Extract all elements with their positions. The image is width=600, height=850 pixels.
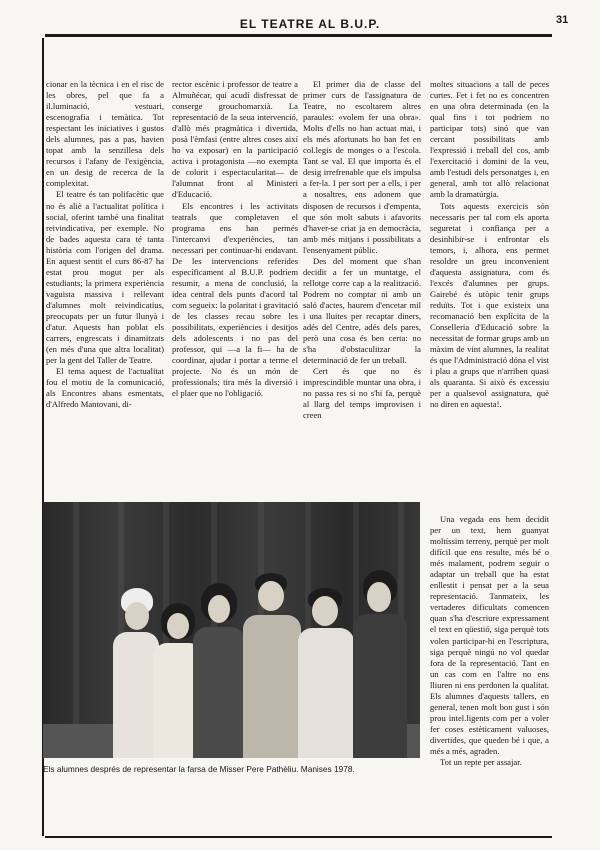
paragraph: Els encontres i les activitats teatrals que completaven el programa ens han permés l'intercanvi d'experiències, tan necessari per continuar-hi endavant. De les intervencions referides específicament al B.U.P. podríem resumir, a mena de conclusió, la idea central dels punts d'acord tal com segueix: la polaritat i gravitació de les classes recau sobre les possibilitats, experiències i desitjos dels adolescents i no pas del professor, qui —a la fi— ha de coordinar, ajudar i portar a terme el projecte. No és un món de professionals; tira més la diversió i el plaer que no l'obligació.	[172, 200, 298, 399]
photo-caption: Els alumnes després de representar la farsa de Misser Pere Pathèliu. Manises 1978.	[43, 764, 355, 774]
header-rule	[45, 34, 552, 37]
text-column-4	[430, 79, 549, 410]
footer-rule	[45, 836, 552, 838]
text-column-4-continued	[430, 514, 549, 768]
text-column-1	[46, 79, 164, 410]
paragraph: Una vegada ens hem decidit per un text, hem guanyat moltíssim terreny, perquè per molt difícil que ens resulte, més bé o més malament, podrem seguir o adaptar un treball que ha estat enllestit i pensat per a la seua representació. Tanmateix, les vertaderes dificultats comencen quan s'ha d'escriure expressament el text en qüestió, siga perquè tots volen participar-hi en l'escriptura, siga perquè ningú no vol quedar fora de la representació. Tant en un cas com en l'altre no ens lliuren ni ens perdonen la qualitat. Els alumnes d'aquests tallers, en general, tenen molt bon gust i són prou intel.ligents com per a voler fer coses estèticament valuoses, divertides, que queden bé i que, a més a més, agraden.	[430, 514, 549, 756]
paragraph: Des del moment que s'han decidit a fer un muntatge, el rellotge corre cap a la realització. Podrem no comptar ni amb un saló d'actes, haurem d'encetar mil i una lluites per recaptar diners, adés del Centre, adés dels pares, però una cosa és ben certa: no s'ha d'obstaculitzar la determinació de fer un treball.	[303, 255, 421, 366]
paragraph: Cert és que no és imprescindible muntar una obra, i no passa res si no s'hi fa, perquè al llarg del temps improvisen i creen	[303, 366, 421, 421]
paragraph: Tots aquests exercicis són necessaris per tal com els aporta seguretat i confiança per a desinhibir-se i enfrontar els temors, i, alhora, ens permet resoldre un greu inconvenient d'aquesta assignatura, com és l'excés d'alumnes per grups. Gairebé és utòpic tenir grups reduïts. Tot i que existeix una recomanació ben explícita de la Conselleria d'Educació sobre la necessitat de formar grups amb un màxim de vint alumnes, la realitat és que l'Administració dóna el vist i plau a grups que n'arriben quasi als quaranta. Si això és excessiu per a qualsevol assignatura, què no diren en aquesta!.	[430, 200, 549, 410]
paragraph: Tot un repte per assajar.	[440, 757, 522, 768]
page-number: 31	[556, 14, 569, 26]
text-column-3	[303, 79, 421, 421]
group-photo	[43, 502, 420, 758]
paragraph: rector escènic i professor de teatre a Almuñécar, qui acudí disfressat de conserge grouchomarxià. La representació de la seua intervenció, d'allò més pragmàtica i divertida, posà l'èmfasi (entre altres coses així ho va exposar) en la participació activa i protagonista —no exempta de colorit i espectacularitat— de l'alumnat front al Ministeri d'Educació.	[172, 79, 298, 200]
paragraph: El tema aquest de l'actualitat fou el motiu de la comunicació, als Encontres abans esmentats, d'Alfredo Mantovani, di-	[46, 366, 164, 410]
running-header-title: EL TEATRE AL B.U.P.	[239, 17, 381, 31]
paragraph: moltes situacions a tall de peces curtes. Fet i fet no es concentren en una obra determinada (en la qual fins i tot podríem no participar tots) sinó que van cercant possibilitats amb l'expressió i treball del cos, amb l'exercitació i domini de la veu, amb l'estudi dels personatges i, en general, amb tot allò relacionat amb la dramatúrgia.	[430, 79, 549, 200]
paragraph: cionar en la tècnica i en el risc de les obres, pel que fa a il.luminació, vestuari, escenografia i temàtica. Tot respectant les iniciatives i gustos dels alumnes, pas a pas, havien topat amb la senzillesa dels recursos i l'afany de l'exigència, en un desig de recerca de la complexitat.	[46, 79, 164, 189]
text-column-2	[172, 79, 298, 399]
paragraph: El teatre és tan polifacètic que no és aliè a l'actualitat política i social, oferint també una finalitat reivindicativa, per exemple. No de bades aquesta cara té tanta història com l'origen del drama. En aquest sentit el curs 86-87 ha estat prou mogut per als estudiants; la primera experiència vaguista massiva i rellevant d'alumnes molt reivindicatius, preocupats per un futur llunyà i d'atur. Aquests han poblat els carrers, engrescats i dinamitzats (en més d'una que altra localitat) per la gent del Taller de Teatre.	[46, 189, 164, 366]
paragraph: El primer dia de classe del primer curs de l'assignatura de Teatre, no escoltarem altres paraules: «volem fer una obra». Molts d'ells no han actuat mai, i els més afortunats ho han fet en col.legis de monges o a l'escola. Tant se val. El que importa és el desig irrefrenable que els impulsa a fer-la. I per sort per a ells, i per a nosaltres, ens adonem que disposen de recursos i d'empenta, que són molt sabuts i afavorits d'haver-se criat ja en democràcia, amb més mitjans i possibilitats a l'ensenyament públic.	[303, 79, 421, 255]
